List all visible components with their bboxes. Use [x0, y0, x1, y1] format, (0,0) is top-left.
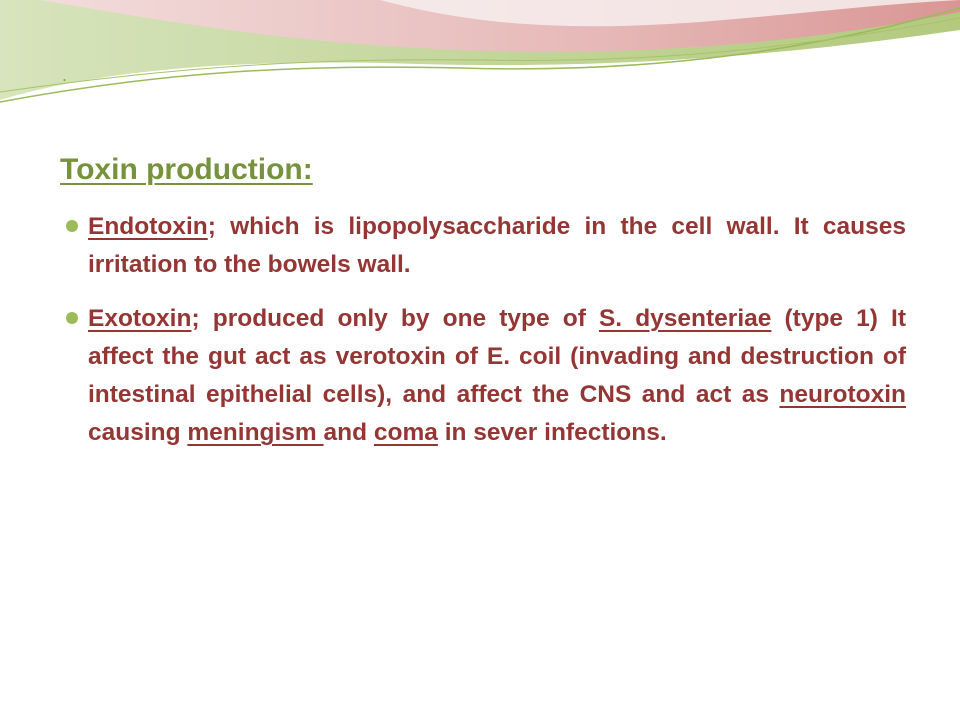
header-wave-decoration	[0, 0, 960, 120]
term-exotoxin: Exotoxin	[88, 305, 192, 332]
endotoxin-text: ; which is lipopolysaccharide in the cell wall. It causes irritation to the bowels wall.	[88, 213, 906, 278]
bullet-marker-icon	[66, 312, 78, 324]
slide-heading: Toxin production:	[60, 153, 313, 186]
bullet-exotoxin	[66, 300, 906, 452]
exotoxin-text-d: and	[323, 419, 374, 446]
term-endotoxin: Endotoxin	[88, 213, 208, 240]
term-neurotoxin: neurotoxin	[779, 381, 906, 408]
term-coma: coma	[373, 419, 438, 446]
exotoxin-text-e: in sever infections.	[437, 419, 667, 446]
species-name: S. dysenteriae	[598, 305, 772, 332]
term-meningism: meningism	[187, 419, 324, 446]
bullet-endotoxin	[66, 208, 906, 284]
exotoxin-text-a: ; produced only by one type of	[191, 305, 599, 332]
bullet-list	[66, 208, 906, 468]
exotoxin-text-b: (type 1) It affect the gut act as verotoxin of E. coil (invading and destruction of intestinal epithelial cells), and affect the CNS and act as	[88, 305, 906, 408]
exotoxin-text-c: causing	[88, 419, 188, 446]
stray-dot: .	[62, 65, 68, 85]
bullet-marker-icon	[66, 220, 78, 232]
